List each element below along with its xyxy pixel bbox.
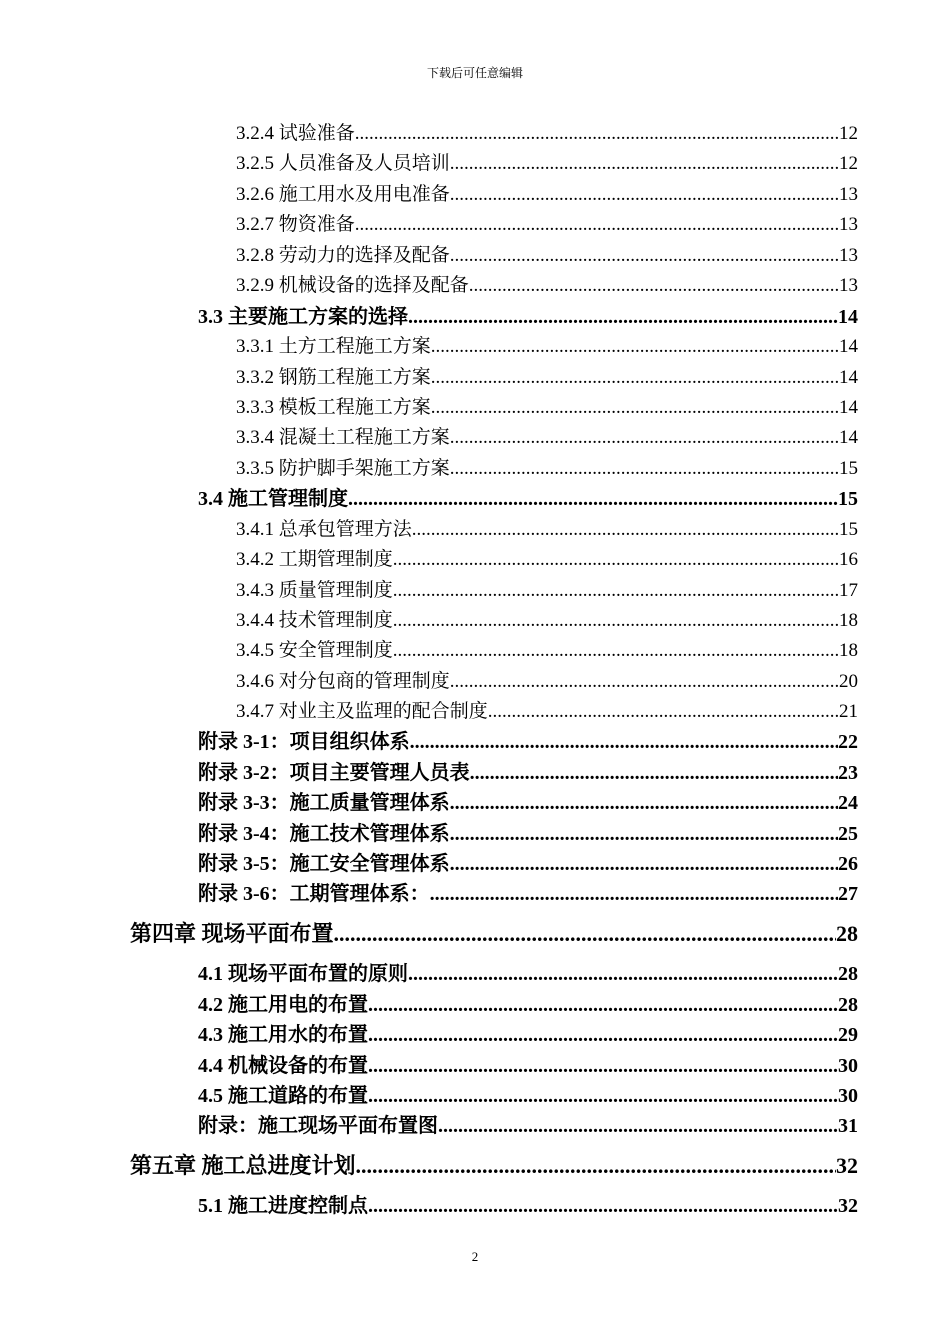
toc-entry[interactable] <box>198 1192 858 1220</box>
toc-entry[interactable] <box>198 1112 858 1140</box>
toc-entry[interactable] <box>236 364 858 392</box>
toc-entry-title: 附录 3-1：项目组织体系 <box>198 731 410 753</box>
toc-entry-page: 13 <box>839 275 858 296</box>
toc-dot-leader <box>431 333 839 361</box>
toc-dot-leader <box>368 1082 838 1110</box>
toc-dot-leader <box>368 991 838 1019</box>
toc-entry-page: 31 <box>838 1115 858 1137</box>
toc-entry[interactable] <box>236 637 858 665</box>
toc-entry-page: 29 <box>838 1024 858 1046</box>
toc-entry-title: 3.4.1 总承包管理方法 <box>236 519 412 540</box>
toc-dot-leader <box>355 211 839 239</box>
toc-dot-leader <box>410 728 838 756</box>
toc-dot-leader <box>393 546 839 574</box>
toc-entry[interactable] <box>236 120 858 148</box>
toc-entry-page: 18 <box>839 640 858 661</box>
toc-entry-page: 14 <box>839 367 858 388</box>
toc-entry-title: 附录 3-5：施工安全管理体系 <box>198 853 450 875</box>
toc-entry-page: 23 <box>838 762 858 784</box>
toc-entry-page: 17 <box>839 580 858 601</box>
toc-entry-page: 30 <box>838 1085 858 1107</box>
toc-dot-leader <box>450 820 838 848</box>
toc-entry-title: 3.4.2 工期管理制度 <box>236 549 393 570</box>
toc-entry[interactable] <box>236 577 858 605</box>
toc-entry[interactable] <box>236 607 858 635</box>
toc-entry[interactable] <box>198 820 858 848</box>
toc-dot-leader <box>412 516 839 544</box>
page-number: 2 <box>471 1249 479 1264</box>
toc-entry[interactable] <box>236 181 858 209</box>
toc-entry-title: 3.4.5 安全管理制度 <box>236 640 393 661</box>
toc-entry-title: 3.2.8 劳动力的选择及配备 <box>236 245 450 266</box>
toc-dot-leader <box>450 242 839 270</box>
toc-dot-leader <box>393 607 839 635</box>
toc-entry-page: 24 <box>838 792 858 814</box>
toc-dot-leader <box>356 1150 836 1182</box>
toc-entry-title: 5.1 施工进度控制点 <box>198 1195 368 1217</box>
toc-entry-page: 32 <box>836 1153 858 1178</box>
toc-entry-title: 3.2.5 人员准备及人员培训 <box>236 153 450 174</box>
toc-entry-title: 3.3.2 钢筋工程施工方案 <box>236 367 431 388</box>
toc-dot-leader <box>470 759 838 787</box>
toc-entry[interactable] <box>198 759 858 787</box>
toc-dot-leader <box>368 1192 838 1220</box>
toc-entry-title: 附录 3-3：施工质量管理体系 <box>198 792 450 814</box>
toc-entry[interactable] <box>198 1021 858 1049</box>
toc-dot-leader <box>450 455 839 483</box>
toc-entry-title: 3.3 主要施工方案的选择 <box>198 306 408 328</box>
toc-dot-leader <box>431 394 839 422</box>
toc-entry[interactable] <box>236 424 858 452</box>
toc-entry-title: 3.4.3 质量管理制度 <box>236 580 393 601</box>
toc-entry-page: 30 <box>838 1055 858 1077</box>
toc-entry[interactable] <box>198 880 858 908</box>
toc-entry-title: 3.4.6 对分包商的管理制度 <box>236 671 450 692</box>
toc-entry-title: 3.3.1 土方工程施工方案 <box>236 336 431 357</box>
toc-dot-leader <box>469 272 839 300</box>
toc-dot-leader <box>450 789 838 817</box>
toc-entry-page: 15 <box>838 488 858 510</box>
toc-entry[interactable] <box>130 1150 858 1182</box>
toc-entry-title: 附录 3-6：工期管理体系： <box>198 883 430 905</box>
toc-entry-page: 13 <box>839 184 858 205</box>
toc-entry[interactable] <box>236 516 858 544</box>
toc-entry-page: 28 <box>838 963 858 985</box>
toc-entry-title: 附录 3-2：项目主要管理人员表 <box>198 762 470 784</box>
toc-entry-title: 3.2.9 机械设备的选择及配备 <box>236 275 469 296</box>
toc-entry-page: 14 <box>839 397 858 418</box>
toc-dot-leader <box>408 303 838 331</box>
toc-entry-title: 4.1 现场平面布置的原则 <box>198 963 408 985</box>
toc-entry-title: 4.3 施工用水的布置 <box>198 1024 368 1046</box>
toc-dot-leader <box>368 1052 838 1080</box>
toc-entry[interactable] <box>198 303 858 331</box>
toc-entry[interactable] <box>198 485 858 513</box>
toc-entry-title: 4.2 施工用电的布置 <box>198 994 368 1016</box>
toc-entry-page: 25 <box>838 823 858 845</box>
toc-entry[interactable] <box>236 242 858 270</box>
toc-dot-leader <box>450 181 839 209</box>
toc-entry-page: 12 <box>839 123 858 144</box>
toc-entry[interactable] <box>236 333 858 361</box>
toc-entry-title: 附录：施工现场平面布置图 <box>198 1115 438 1137</box>
toc-dot-leader <box>488 698 839 726</box>
toc-entry[interactable] <box>236 394 858 422</box>
toc-dot-leader <box>408 960 838 988</box>
toc-entry-page: 13 <box>839 245 858 266</box>
toc-dot-leader <box>430 880 838 908</box>
toc-dot-leader <box>450 424 839 452</box>
toc-entry-page: 28 <box>838 994 858 1016</box>
toc-entry-title: 3.4.4 技术管理制度 <box>236 610 393 631</box>
toc-entry[interactable] <box>236 668 858 696</box>
toc-entry-page: 32 <box>838 1195 858 1217</box>
toc-entry[interactable] <box>236 698 858 726</box>
toc-entry[interactable] <box>198 960 858 988</box>
toc-entry[interactable] <box>198 1052 858 1080</box>
toc-entry-title: 4.5 施工道路的布置 <box>198 1085 368 1107</box>
toc-entry-title: 3.2.6 施工用水及用电准备 <box>236 184 450 205</box>
toc-entry-page: 18 <box>839 610 858 631</box>
toc-dot-leader <box>393 637 839 665</box>
toc-entry[interactable] <box>198 1082 858 1110</box>
toc-entry-page: 12 <box>839 153 858 174</box>
toc-entry-title: 第四章 现场平面布置 <box>130 921 334 946</box>
toc-dot-leader <box>334 918 836 950</box>
toc-entry-title: 4.4 机械设备的布置 <box>198 1055 368 1077</box>
toc-entry-page: 26 <box>838 853 858 875</box>
toc-dot-leader <box>431 364 839 392</box>
toc-dot-leader <box>393 577 839 605</box>
toc-entry-page: 20 <box>839 671 858 692</box>
toc-dot-leader <box>450 850 838 878</box>
toc-dot-leader <box>450 150 839 178</box>
page-header: 下载后可任意编辑 <box>426 66 523 80</box>
toc-entry-page: 21 <box>839 701 858 722</box>
toc-entry-page: 13 <box>839 214 858 235</box>
toc-entry-title: 3.3.5 防护脚手架施工方案 <box>236 458 450 479</box>
toc-entry[interactable] <box>198 789 858 817</box>
toc-entry-title: 3.3.3 模板工程施工方案 <box>236 397 431 418</box>
toc-entry[interactable] <box>198 991 858 1019</box>
toc-dot-leader <box>438 1112 838 1140</box>
toc-entry-page: 15 <box>839 519 858 540</box>
toc-entry-title: 3.3.4 混凝土工程施工方案 <box>236 427 450 448</box>
toc-entry[interactable] <box>236 211 858 239</box>
toc-dot-leader <box>348 485 838 513</box>
toc-entry-page: 16 <box>839 549 858 570</box>
toc-entry[interactable] <box>198 850 858 878</box>
toc-entry-title: 3.4.7 对业主及监理的配合制度 <box>236 701 488 722</box>
toc-entry[interactable] <box>130 918 858 950</box>
toc-entry-page: 14 <box>839 427 858 448</box>
toc-entry-page: 27 <box>838 883 858 905</box>
toc-entry[interactable] <box>236 546 858 574</box>
toc-entry-title: 3.2.7 物资准备 <box>236 214 355 235</box>
toc-entry[interactable] <box>236 150 858 178</box>
toc-entry-title: 3.4 施工管理制度 <box>198 488 348 510</box>
toc-entry-title: 附录 3-4：施工技术管理体系 <box>198 823 450 845</box>
toc-entry-title: 第五章 施工总进度计划 <box>130 1153 356 1178</box>
toc-entry[interactable] <box>236 272 858 300</box>
toc-entry-page: 28 <box>836 921 858 946</box>
toc-dot-leader <box>355 120 839 148</box>
toc-entry-title: 3.2.4 试验准备 <box>236 123 355 144</box>
toc-entry[interactable] <box>236 455 858 483</box>
toc-dot-leader <box>450 668 839 696</box>
toc-dot-leader <box>368 1021 838 1049</box>
toc-entry-page: 22 <box>838 731 858 753</box>
toc-entry-page: 14 <box>838 306 858 328</box>
toc-entry[interactable] <box>198 728 858 756</box>
toc-entry-page: 14 <box>839 336 858 357</box>
toc-entry-page: 15 <box>839 458 858 479</box>
